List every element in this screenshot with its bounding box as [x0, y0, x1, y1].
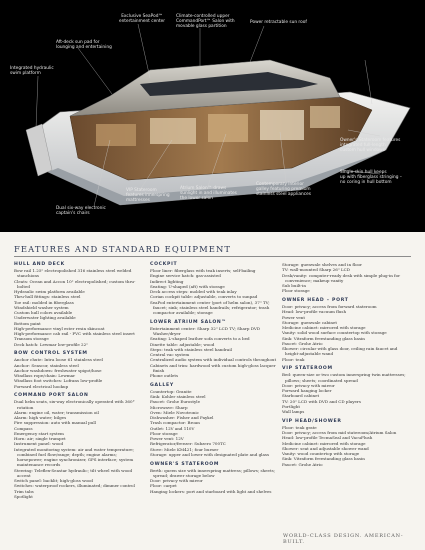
feature-item: Sink: Vitraform freestanding glass basin [282, 335, 365, 341]
feature-item: Head: low-profile vacuum flush [282, 309, 347, 315]
feature-item: Floor storage [282, 288, 310, 294]
feature-item: Refrigerator/freezer: Subzero 700TC [150, 441, 226, 447]
feature-item: Spotlight [14, 493, 33, 499]
feature-item: Power vent: 12V [150, 436, 184, 441]
features-column-2 [150, 262, 278, 498]
feature-item: Floor: carpet [150, 483, 177, 489]
feature-item: Steps: teak with stainless steel handrail [150, 346, 232, 352]
feature-item: Faucet: Grohe Atrio [282, 340, 323, 346]
feature-item: Cleats: Ocean and Accon 10" electropolished; custom thru-bolted [14, 278, 136, 289]
callout-sun-pad: Aft-deck sun pad for lounging and entertaining [56, 40, 112, 51]
feature-item: Microwave: Sharp [150, 404, 188, 410]
boat-cutaway-illustration [0, 0, 425, 232]
section-heading: LOWER ATRIUM SALON™ [150, 319, 227, 325]
feature-item: Central vac system [150, 352, 190, 357]
feature-item: TV: wall-mounted Sharp 26" LCD [282, 267, 351, 273]
feature-item: Cabinets and trim: hardwood with custom high-gloss lacquer finish [150, 362, 276, 373]
feature-item: Indirect lighting [150, 278, 184, 284]
feature-item: Seating: U-shaped (aft) with storage [150, 283, 225, 289]
feature-item: Sink: Vitraform freestanding glass basin [282, 456, 365, 462]
feature-item: Alarm: high water; bilges [14, 415, 67, 420]
feature-item: Fire suppression: auto with manual pull [14, 420, 96, 426]
feature-item: Switches: waterproof rockers, illuminated; dimmer control [14, 483, 135, 489]
feature-section [150, 262, 278, 315]
feature-item: Oven: Miele Novotronic [150, 409, 199, 415]
feature-section [282, 419, 412, 467]
callout-atrium-salon: Atrium Salon™ draws sunlight in and illuminates the lower salon [180, 186, 237, 202]
feature-item: Storage: guenwale cabinet [282, 319, 338, 325]
feature-item: Power vent [282, 314, 305, 320]
feature-item: Faucet: Grohe Atrio [282, 461, 323, 467]
feature-section [150, 462, 278, 494]
feature-section [150, 320, 278, 379]
feature-section [282, 262, 412, 294]
callout-galley: Contemporary interior galley featuring premium stainless steel appliances [256, 182, 312, 198]
feature-item: Windlass rope/chain: Lewmar [14, 373, 76, 378]
section-heading: VIP STATEROOM [282, 366, 333, 372]
callout-captains-chairs: Dual six-way electronic captain's chairs [56, 206, 106, 217]
feature-item: TV: 20" LCD with DVD and CD players [282, 398, 361, 404]
section-heading: COCKPIT [150, 262, 178, 267]
feature-item: Floor liner: fiberglass with teak inserts; self-bailing [150, 268, 256, 273]
feature-item: Sub built-in [282, 283, 306, 288]
feature-item: Alarm: engine oil, water; transmission oil [14, 409, 99, 415]
feature-item: Vanity: wood countertop with storage [282, 451, 360, 456]
feature-item: Head: low-profile TecmaSeal and VacuFlush [282, 435, 373, 441]
callout-commandport: Climate-controlled upper CommandPort™ Salon with movable glass partition [176, 14, 235, 30]
feature-item: Shower: seat and adjustable shower wand [282, 445, 369, 451]
section-heading: COMMAND PORT SALON [14, 393, 89, 399]
callout-single-skin-hull: Single-skin hull keeps up with fiberglass stringing – no coring in hull bottom [340, 170, 402, 186]
feature-item: Deck access steps: molded with teak inlay [150, 289, 237, 294]
callout-sun-roof: Power retractable sun roof [250, 20, 307, 25]
feature-item: Anchor chute: Intra loose 61 stainless steel [14, 357, 103, 363]
feature-item: Underwater lighting available [14, 315, 76, 321]
feature-item: Forward hanging locker [282, 388, 332, 393]
feature-item: Instrument panel: wood [14, 441, 64, 447]
feature-item: Emergency start system [14, 430, 64, 436]
section-heading: OWNER'S STATEROOM [150, 461, 220, 467]
feature-item: Faucet: Grohe Eurostyle [150, 399, 200, 405]
feature-item: Starboard cabinet [282, 393, 320, 399]
feature-item: Horn: air; single trumpet [14, 436, 66, 441]
feature-item: Floor storage [150, 430, 178, 436]
feature-item: SeaPod entertainment center (port of helm salon), 37" TV; faucet; sink; stainless steel handrails; refrigerator; trash compactor available; storage [150, 299, 270, 315]
feature-item: Dual helm seats, six-way electronically operated with 360° rotation [14, 399, 135, 410]
feature-item: Dinette table: adjustable; wood [150, 341, 215, 347]
feature-section [14, 393, 142, 499]
feature-item: Medicine cabinet: mirrored with storage [282, 440, 366, 446]
feature-item: Anchor washdown: freshwater spigot/hose [14, 367, 102, 373]
feature-item: Hydraulic swim platform available [14, 289, 85, 294]
feature-item: Toe rail: molded in fiberglass [14, 299, 74, 305]
feature-item: Forward electrical hookup [14, 383, 69, 389]
callout-vip-stateroom: VIP Stateroom features innerspring mattresses [126, 188, 170, 204]
feature-item: Steering: Teleflex-Seastar hydraulic; tilt wheel with wood accent [14, 467, 133, 478]
feature-item: Desk/vanity: computer-ready desk with simple plug-in for convenience; makeup vanity [282, 272, 401, 283]
feature-item: Centralized audio system with individual controls throughout [150, 357, 277, 363]
feature-item: Door: privacy; access from mid stateroom/Atrium Salon [282, 430, 397, 435]
features-column-3 [282, 262, 412, 471]
feature-item: Storage: guenwale shelves and in floor [282, 262, 362, 267]
feature-item: Compass [14, 425, 33, 431]
feature-item: Bottom paint [14, 320, 41, 326]
feature-item: Dishwasher: Fisher and Paykel [150, 415, 214, 420]
section-heading: OWNER HEAD – PORT [282, 298, 349, 303]
feature-item: Deck hatch: Lewmar low-profile 22" [14, 341, 89, 347]
feature-item: Integrated monitoring system: air and water temperature; combined fuel flow/range; depth; engine alarms; horsepower; engine synchronizer, GPS interface; system maintenance records [14, 446, 135, 468]
section-heading: HULL AND DECK [14, 262, 65, 267]
feature-item: Hanging lockers: port and starboard with light and shelves [150, 488, 272, 494]
feature-item: Countertop: Granite [150, 388, 192, 394]
feature-item: Vanity: solid wood surface countertop with storage [282, 330, 387, 336]
feature-item: Bed: queen-size or two custom innerspring twin mattresses; pillows; sheets; coordinated spread [282, 372, 406, 383]
feature-item: Trash compactor: Broan [150, 420, 200, 426]
feature-item: Switch panel: backlit; high-gloss wood [14, 478, 94, 483]
divider [14, 256, 411, 257]
feature-item: Wall lamps [282, 409, 305, 414]
feature-item: Seating: L-shaped leather sofa converts to a bed [150, 336, 250, 342]
feature-item: Windshield washer system [14, 304, 69, 310]
feature-item: Berth: queen size with innerspring mattress; pillows; sheets; spread; drawer storage below [150, 467, 276, 478]
feature-item: Door: privacy; access from forward stateroom [282, 304, 377, 309]
feature-item: Medicine cabinet: mirrored with storage [282, 325, 366, 330]
feature-section [14, 351, 142, 389]
feature-section [150, 383, 278, 457]
feature-section [14, 262, 142, 347]
section-heading: BOW CONTROL SYSTEM [14, 351, 88, 357]
feature-item: Outlet: 12V and 110V [150, 425, 195, 431]
feature-item: High-performance cab rail - PVC with stainless steel insert [14, 331, 135, 336]
section-heading: VIP HEAD/SHOWER [282, 418, 342, 424]
feature-item: Storage: upper and lower with designated plate and glass [150, 451, 270, 457]
feature-item: Corian cockpit table: adjustable, converts to sunpad [150, 294, 258, 300]
feature-item: Windlass foot switches: Lofrans low-profile [14, 378, 103, 384]
feature-item: Custom hull colors available [14, 310, 73, 315]
feature-item: Portlight [282, 403, 300, 409]
callout-seapod: Exclusive SeaPod™ entertainment center [118, 14, 166, 25]
feature-item: Entertainment center: Sharp 32" LCD TV; Sharp DVD Washer/dryer [150, 325, 261, 336]
feature-item: High-performance vinyl ester resin skincoat [14, 325, 105, 331]
feature-item: Sink: Kohler stainless steel [150, 394, 206, 399]
feature-section [282, 298, 412, 362]
feature-item: Trim tabs [14, 488, 34, 494]
feature-item: Door: privacy with mirror [282, 382, 335, 388]
feature-item: Engine service hatch: gas-assisted [150, 273, 221, 279]
feature-item: Shower: circular with glass door, ceiling rain faucet and height-adjustable wand [282, 346, 398, 357]
features-column-1 [14, 262, 142, 504]
feature-item: Transom storage [14, 336, 49, 342]
callout-swim-platform: Integrated hydraulic swim platform [10, 66, 54, 77]
feature-item: Thru-hull fittings: stainless steel [14, 294, 81, 300]
feature-section [282, 366, 412, 414]
feature-item: Stove: Miele KM421; four burner [150, 446, 219, 452]
section-heading: GALLEY [150, 382, 174, 388]
callout-owners-stateroom: Owner's Stateroom features integrated full-length custom hull windows [340, 138, 401, 154]
feature-item: Floor: teak [282, 356, 305, 362]
feature-item: Phone outlets [150, 373, 179, 378]
feature-item: Bow rail 1.25" electropolished 316 stainless steel welded stanchions [14, 268, 132, 279]
tagline: WORLD-CLASS DESIGN. AMERICAN-BUILT. [283, 533, 404, 545]
feature-item: Floor: teak grate [282, 424, 317, 430]
feature-item: Anchor: Seascor, stainless steel [14, 362, 79, 368]
feature-item: Door: privacy with mirror [150, 478, 203, 483]
features-title: FEATURES AND STANDARD EQUIPMENT [14, 244, 232, 254]
